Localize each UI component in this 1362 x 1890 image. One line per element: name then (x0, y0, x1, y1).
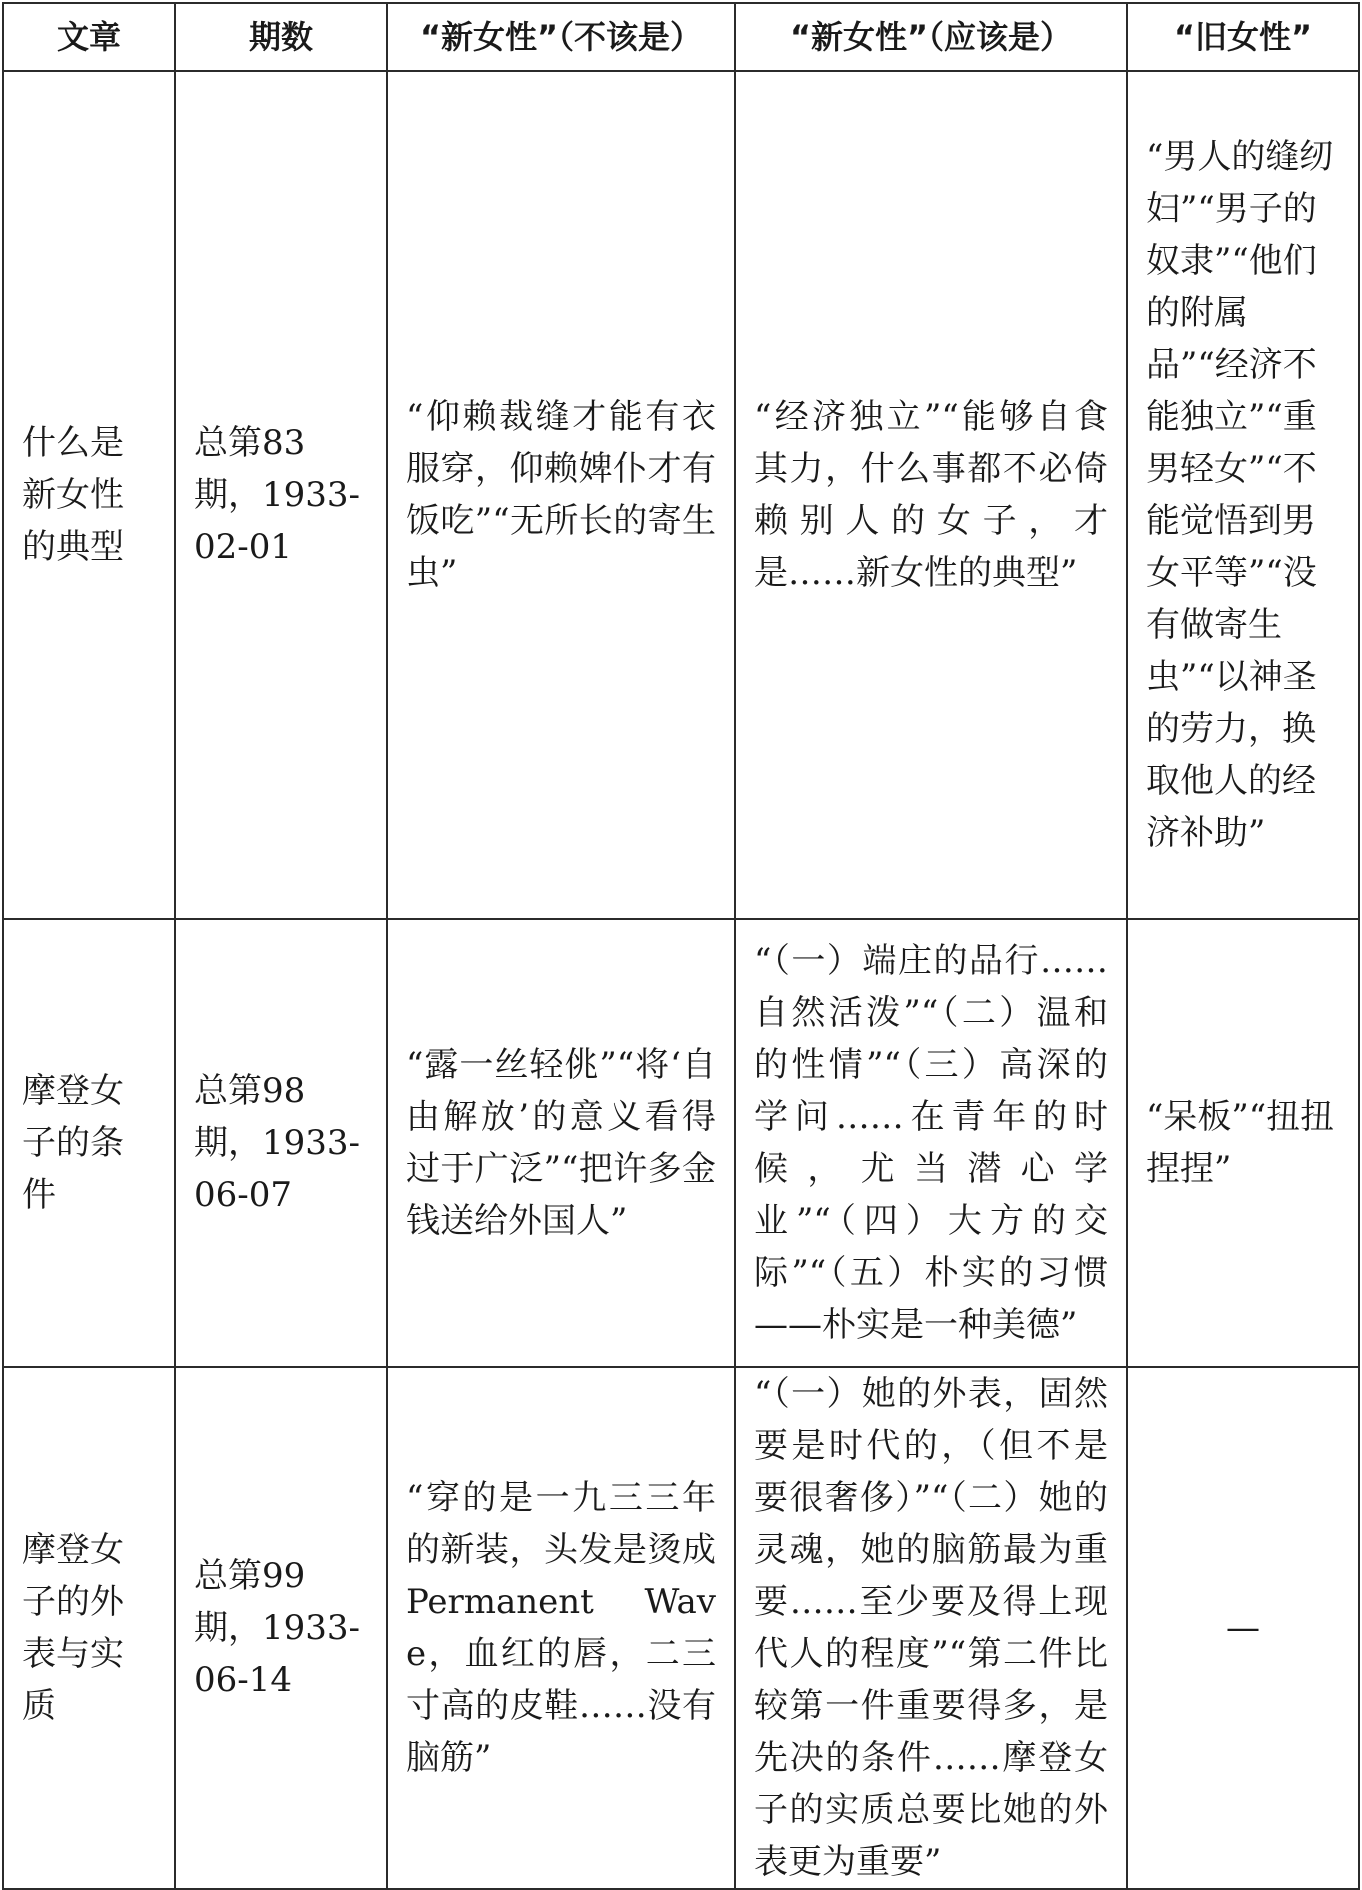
cell-old-woman: — (1127, 1367, 1359, 1889)
table-header (3, 3, 1359, 71)
header-new-woman-not: “新女性”（不该是） (387, 3, 735, 71)
table-row (3, 71, 1359, 919)
header-old-woman: “旧女性” (1127, 3, 1359, 71)
header-row (3, 3, 1359, 71)
header-new-woman-should: “新女性”（应该是） (735, 3, 1127, 71)
cell-article: 摩登女子的外表与实质 (3, 1367, 175, 1889)
cell-issue: 总第99期，1933-06-14 (175, 1367, 387, 1889)
cell-new-woman-not: “露一丝轻佻”“将‘自由解放’的意义看得过于广泛”“把许多金钱送给外国人” (387, 919, 735, 1367)
table-row (3, 919, 1359, 1367)
cell-issue: 总第83期，1933-02-01 (175, 71, 387, 919)
comparison-table (2, 2, 1360, 1890)
header-article: 文章 (3, 3, 175, 71)
cell-new-woman-should: “（一）她的外表，固然要是时代的，（但不是要很奢侈）”“（二）她的灵魂，她的脑筋最为重要……至少要及得上现代人的程度”“第二件比较第一件重要得多，是先决的条件……摩登女子的实质总要比她的外表更为重要” (735, 1367, 1127, 1889)
cell-old-woman: “男人的缝纫妇”“男子的奴隶”“他们的附属品”“经济不能独立”“重男轻女”“不能觉悟到男女平等”“没有做寄生虫”“以神圣的劳力，换取他人的经济补助” (1127, 71, 1359, 919)
cell-new-woman-should: “（一）端庄的品行……自然活泼”“（二）温和的性情”“（三）高深的学问……在青年的时候，尤当潜心学业”“（四）大方的交际”“（五）朴实的习惯——朴实是一种美德” (735, 919, 1127, 1367)
cell-new-woman-should: “经济独立”“能够自食其力，什么事都不必倚赖别人的女子，才是……新女性的典型” (735, 71, 1127, 919)
cell-old-woman: “呆板”“扭扭捏捏” (1127, 919, 1359, 1367)
cell-new-woman-not: “仰赖裁缝才能有衣服穿，仰赖婢仆才有饭吃”“无所长的寄生虫” (387, 71, 735, 919)
cell-issue: 总第98期，1933-06-07 (175, 919, 387, 1367)
table-row (3, 1367, 1359, 1889)
cell-article: 什么是新女性的典型 (3, 71, 175, 919)
header-issue: 期数 (175, 3, 387, 71)
table-body (3, 71, 1359, 1889)
cell-new-woman-not: “穿的是一九三三年的新装，头发是烫成Permanent Wave，血红的唇，二三寸高的皮鞋……没有脑筋” (387, 1367, 735, 1889)
cell-article: 摩登女子的条件 (3, 919, 175, 1367)
